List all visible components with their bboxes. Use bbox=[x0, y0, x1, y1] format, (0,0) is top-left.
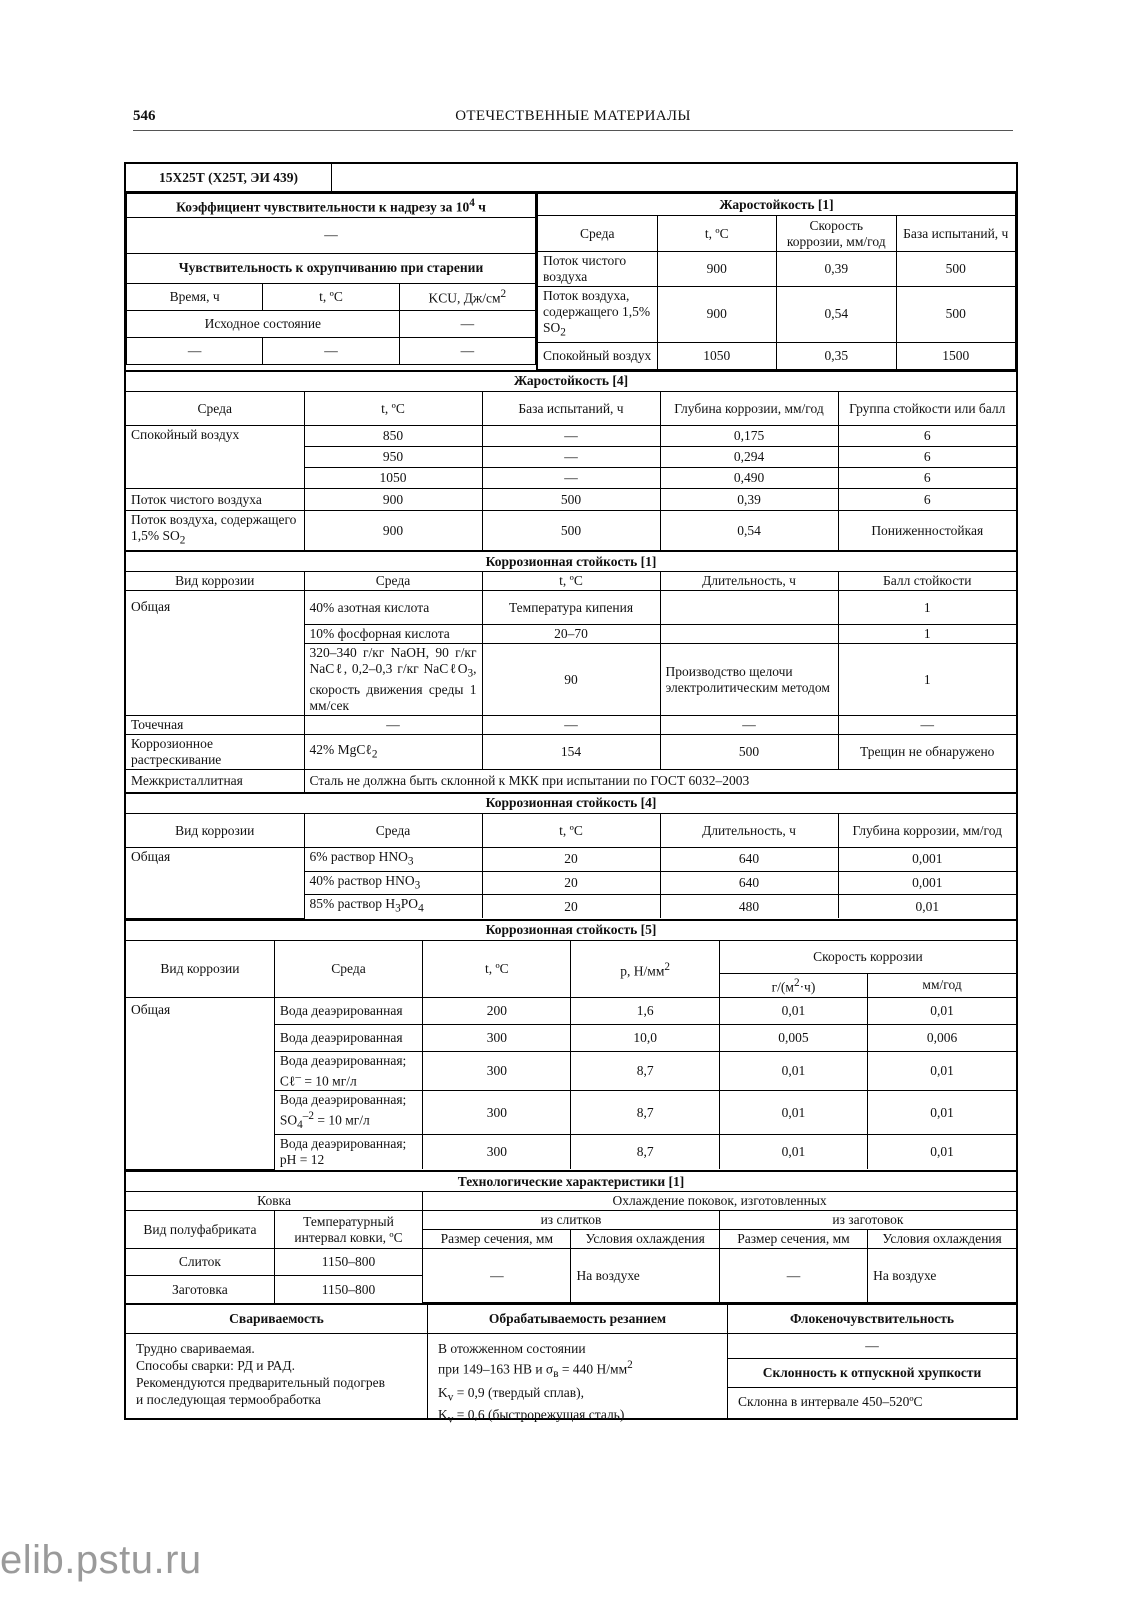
notch-title-suffix: ч bbox=[474, 199, 486, 215]
heat1-base: 500 bbox=[896, 252, 1016, 287]
corr1-scc-medium-text: 42% MgCℓ bbox=[309, 741, 372, 757]
corr1-dur: Производство щелочи электролитическим методом bbox=[660, 644, 838, 716]
weldability-line: Трудно свариваемая. bbox=[136, 1341, 255, 1357]
heat4-base: — bbox=[482, 426, 660, 447]
corr1-col-t: t, ºС bbox=[482, 572, 660, 591]
corr5-t: 300 bbox=[423, 1135, 571, 1170]
corr5-medium-sup: –2 bbox=[302, 1110, 314, 1123]
corr4-dur: 480 bbox=[660, 895, 838, 918]
tech-forging: Ковка bbox=[126, 1192, 423, 1211]
aging-initial-label: Исходное состояние bbox=[127, 310, 400, 337]
aging-cell: — bbox=[399, 337, 535, 364]
corr5-b: 0,006 bbox=[868, 1024, 1016, 1051]
steel-grade-blank bbox=[332, 164, 1017, 191]
corr5-a: 0,005 bbox=[719, 1024, 867, 1051]
weldability-line: Рекомендуются предварительный подогрев bbox=[136, 1375, 385, 1391]
corr5-title: Коррозионная стойкость [5] bbox=[126, 921, 1016, 941]
corr5-a: 0,01 bbox=[719, 997, 867, 1024]
corr5-a: 0,01 bbox=[719, 1091, 867, 1135]
corr4-medium-sub: 3 bbox=[414, 879, 421, 892]
tech-kind: Слиток bbox=[126, 1249, 274, 1276]
tech-title: Технологические характеристики [1] bbox=[126, 1172, 1016, 1192]
corr1-medium bbox=[304, 735, 482, 770]
corr1-type: Коррозионное растрескивание bbox=[126, 735, 304, 770]
tech-range: 1150–800 bbox=[274, 1249, 422, 1276]
corr5-a: 0,01 bbox=[719, 1051, 867, 1091]
corr1-score: 1 bbox=[838, 591, 1016, 625]
tech-size2: — bbox=[719, 1249, 867, 1303]
corr5-b: 0,01 bbox=[868, 997, 1016, 1024]
heat4-col-depth: Глубина коррозии, мм/год bbox=[660, 392, 838, 426]
corr1-medium-sub: 3 bbox=[467, 668, 474, 681]
weldability-line: и последующая термообработка bbox=[136, 1392, 321, 1408]
heat4-title: Жаростойкость [4] bbox=[126, 372, 1016, 392]
heat4-medium bbox=[126, 511, 304, 550]
heat4-medium-sub: 2 bbox=[179, 534, 186, 547]
corr1-dur: 500 bbox=[660, 735, 838, 770]
notch-title bbox=[127, 194, 536, 218]
corr1-type: Точечная bbox=[126, 716, 304, 735]
machinability-line bbox=[438, 1406, 717, 1429]
corr1-dur: — bbox=[660, 716, 838, 735]
corr4-medium bbox=[304, 895, 482, 918]
heat1-title: Жаростойкость [1] bbox=[538, 194, 1016, 216]
tech-range: 1150–800 bbox=[274, 1276, 422, 1303]
corr5-medium bbox=[274, 1051, 422, 1091]
corr5-medium-text: Вода деаэрированная; Cℓ bbox=[279, 1052, 407, 1089]
machinability-l3sub: v bbox=[447, 1391, 454, 1404]
heat4-depth: 0,175 bbox=[660, 426, 838, 447]
heat1-t: 900 bbox=[657, 252, 777, 287]
page-header bbox=[133, 108, 1013, 131]
watermark: elib.pstu.ru bbox=[0, 1538, 202, 1582]
tech-kind: Заготовка bbox=[126, 1276, 274, 1303]
corr1-igc-text: Сталь не должна быть склонной к МКК при испытании по ГОСТ 6032–2003 bbox=[304, 770, 1016, 792]
heat1-medium: Поток чистого воздуха bbox=[538, 252, 658, 287]
heat1-rate: 0,35 bbox=[777, 342, 897, 369]
corr4-medium bbox=[304, 848, 482, 872]
corr5-t: 300 bbox=[423, 1024, 571, 1051]
heat4-medium-text: Поток воздуха, содержащего 1,5% SO bbox=[131, 512, 297, 544]
corr4-col-dur: Длительность, ч bbox=[660, 814, 838, 848]
heat4-col-base: База испытаний, ч bbox=[482, 392, 660, 426]
corr5-col-rate: Скорость коррозии bbox=[719, 941, 1016, 974]
machinability-l4b: = 0,6 (быстрорежущая сталь) bbox=[453, 1407, 625, 1423]
corr4-col-medium: Среда bbox=[304, 814, 482, 848]
corr4-medium bbox=[304, 871, 482, 895]
corr5-medium-sup: – bbox=[295, 1070, 301, 1083]
machinability-l3a: K bbox=[438, 1384, 448, 1400]
tech-col-kind: Вид полуфабриката bbox=[126, 1211, 274, 1249]
weldability-line: Способы сварки: РД и РАД. bbox=[136, 1358, 296, 1374]
corr5-col-p-text: р, Н/мм bbox=[620, 963, 665, 979]
bottom-section bbox=[126, 1303, 1016, 1426]
aging-cell: — bbox=[127, 337, 263, 364]
heat4-depth: 0,294 bbox=[660, 447, 838, 468]
heat1-col-base: База испытаний, ч bbox=[896, 216, 1016, 252]
flake-temper-block bbox=[727, 1305, 1016, 1418]
machinability-line bbox=[438, 1357, 717, 1383]
steel-grade: 15Х25Т (Х25Т, ЭИ 439) bbox=[126, 164, 332, 191]
aging-title: Чувствительность к охрупчиванию при старении bbox=[127, 253, 536, 283]
heat4-group: 6 bbox=[838, 489, 1016, 511]
corr1-medium-tail: , скорость движения среды 1 мм/сек bbox=[309, 661, 477, 714]
steel-grade-section bbox=[126, 164, 1016, 191]
corr1-medium bbox=[304, 644, 482, 716]
corr5-col-rate-a bbox=[719, 974, 867, 998]
corr5-col-rate-a-sup: 2 bbox=[793, 977, 800, 990]
machinability-l2a: при 149–163 НВ и σ bbox=[438, 1361, 554, 1377]
heat4-col-medium: Среда bbox=[126, 392, 304, 426]
machinability-l3b: = 0,9 (твердый сплав), bbox=[453, 1384, 584, 1400]
heat1-rate: 0,39 bbox=[777, 252, 897, 287]
corr5-b: 0,01 bbox=[868, 1091, 1016, 1135]
corr1-section bbox=[126, 550, 1016, 792]
heat4-t: 850 bbox=[304, 426, 482, 447]
corr1-dur bbox=[660, 625, 838, 644]
corr1-general: Общая bbox=[126, 591, 304, 716]
heat4-t: 900 bbox=[304, 489, 482, 511]
machinability-l2b: = 440 Н/мм bbox=[558, 1361, 628, 1377]
aging-initial-value: — bbox=[399, 310, 535, 337]
heat4-group: Пониженностойкая bbox=[838, 511, 1016, 550]
tech-col-range: Температурный интервал ковки, ºС bbox=[274, 1211, 422, 1249]
weldability-title: Свариваемость bbox=[126, 1305, 427, 1334]
corr1-t: 90 bbox=[482, 644, 660, 716]
aging-col-t: t, ºС bbox=[263, 283, 399, 310]
corr4-t: 20 bbox=[482, 895, 660, 918]
heat1-medium-sub: 2 bbox=[560, 326, 566, 339]
corr1-scc-medium-sub: 2 bbox=[371, 748, 378, 761]
machinability-line: В отожженном состоянии bbox=[438, 1341, 586, 1357]
corr5-col-rate-b: мм/год bbox=[868, 974, 1016, 998]
corr4-dur: 640 bbox=[660, 871, 838, 895]
corr4-depth: 0,001 bbox=[838, 848, 1016, 872]
corr1-t: Температура кипения bbox=[482, 591, 660, 625]
heat4-t: 950 bbox=[304, 447, 482, 468]
weldability-block bbox=[126, 1305, 427, 1418]
corr4-t: 20 bbox=[482, 871, 660, 895]
corr1-medium: 10% фосфорная кислота bbox=[304, 625, 482, 644]
heat4-base: 500 bbox=[482, 511, 660, 550]
heat1-medium-text: Поток воздуха, содержащего 1,5% SO bbox=[543, 288, 651, 335]
corr4-medium-text: 6% раствор HNO bbox=[309, 849, 408, 865]
tech-cond2: На воздухе bbox=[868, 1249, 1016, 1303]
corr1-dur bbox=[660, 591, 838, 625]
machinability-l2sub: в bbox=[553, 1368, 559, 1381]
corr5-p: 1,6 bbox=[571, 997, 719, 1024]
tech-col-cond2: Условия охлаждения bbox=[868, 1230, 1016, 1249]
temper-value: Склонна в интервале 450–520ºС bbox=[738, 1394, 923, 1410]
corr5-medium-text: Вода деаэрированная; SO bbox=[279, 1092, 407, 1128]
corr1-t: 20–70 bbox=[482, 625, 660, 644]
corr5-t: 300 bbox=[423, 1091, 571, 1135]
corr4-medium-text: 85% раствор H bbox=[309, 896, 396, 912]
corr4-col-type: Вид коррозии bbox=[126, 814, 304, 848]
heat4-depth: 0,54 bbox=[660, 511, 838, 550]
corr5-p: 8,7 bbox=[571, 1135, 719, 1170]
corr1-col-type: Вид коррозии bbox=[126, 572, 304, 591]
flake-title: Флокеночувствительность bbox=[728, 1305, 1016, 1334]
heat1-base: 1500 bbox=[896, 342, 1016, 369]
corr4-dur: 640 bbox=[660, 848, 838, 872]
tech-section bbox=[126, 1170, 1016, 1304]
corr5-col-type: Вид коррозии bbox=[126, 941, 274, 998]
tech-col-cond1: Условия охлаждения bbox=[571, 1230, 719, 1249]
corr5-medium-tail: = 10 мг/л bbox=[300, 1073, 357, 1089]
machinability-l4sub: v bbox=[447, 1413, 454, 1426]
heat4-still-air: Спокойный воздух bbox=[126, 426, 304, 489]
right-column bbox=[536, 193, 1016, 370]
corr5-col-medium: Среда bbox=[274, 941, 422, 998]
corr4-general: Общая bbox=[126, 848, 304, 919]
corr1-medium: — bbox=[304, 716, 482, 735]
aging-col-kcu-text: KCU, Дж/см bbox=[428, 290, 501, 306]
corr1-title: Коррозионная стойкость [1] bbox=[126, 552, 1016, 572]
corr5-col-t: t, ºС bbox=[423, 941, 571, 998]
heat1-medium bbox=[538, 287, 658, 343]
heat4-group: 6 bbox=[838, 426, 1016, 447]
heat1-col-medium: Среда bbox=[538, 216, 658, 252]
heat4-depth: 0,39 bbox=[660, 489, 838, 511]
tech-size1: — bbox=[423, 1249, 571, 1303]
tech-from-blanks: из заготовок bbox=[719, 1211, 1016, 1230]
heat4-depth: 0,490 bbox=[660, 468, 838, 489]
corr5-col-rate-a-text: г/(м bbox=[771, 979, 794, 995]
corr1-score: 1 bbox=[838, 625, 1016, 644]
corr5-a: 0,01 bbox=[719, 1135, 867, 1170]
steel-datasheet bbox=[124, 162, 1018, 1426]
notch-heat1-section bbox=[126, 191, 1016, 370]
corr4-depth: 0,001 bbox=[838, 871, 1016, 895]
notch-value: — bbox=[127, 217, 536, 253]
corr4-medium-sub2: 4 bbox=[418, 903, 424, 916]
heat4-base: 500 bbox=[482, 489, 660, 511]
tech-col-size1: Размер сечения, мм bbox=[423, 1230, 571, 1249]
corr5-col-p bbox=[571, 941, 719, 998]
corr4-col-depth: Глубина коррозии, мм/год bbox=[838, 814, 1016, 848]
heat4-col-t: t, ºС bbox=[304, 392, 482, 426]
heat1-col-t: t, ºС bbox=[657, 216, 777, 252]
aging-col-time: Время, ч bbox=[127, 283, 263, 310]
corr4-section bbox=[126, 792, 1016, 919]
heat4-medium: Поток чистого воздуха bbox=[126, 489, 304, 511]
tech-col-size2: Размер сечения, мм bbox=[719, 1230, 867, 1249]
corr1-col-dur: Длительность, ч bbox=[660, 572, 838, 591]
heat4-base: — bbox=[482, 447, 660, 468]
corr5-medium-tail: = 10 мг/л bbox=[313, 1112, 370, 1128]
corr4-col-t: t, ºС bbox=[482, 814, 660, 848]
heat1-t: 900 bbox=[657, 287, 777, 343]
machinability-text bbox=[428, 1334, 727, 1435]
corr5-b: 0,01 bbox=[868, 1051, 1016, 1091]
corr1-score: Трещин не обнаружено bbox=[838, 735, 1016, 770]
corr4-medium-text: 40% раствор HNO bbox=[309, 872, 415, 888]
aging-col-kcu bbox=[399, 283, 535, 310]
corr5-medium bbox=[274, 1091, 422, 1135]
corr1-t: — bbox=[482, 716, 660, 735]
corr4-medium-sub: 3 bbox=[395, 903, 401, 916]
heat1-t: 1050 bbox=[657, 342, 777, 369]
corr1-type: Межкристаллитная bbox=[126, 770, 304, 792]
tech-from-ingots: из слитков bbox=[423, 1211, 720, 1230]
corr1-score: — bbox=[838, 716, 1016, 735]
corr1-medium-text: 320–340 г/кг NaOH, 90 г/кг NaCℓ, 0,2–0,3 г/кг NaCℓO bbox=[309, 645, 477, 677]
corr5-t: 300 bbox=[423, 1051, 571, 1091]
heat1-rate: 0,54 bbox=[777, 287, 897, 343]
notch-title-sup: 4 bbox=[469, 197, 475, 209]
heat4-group: 6 bbox=[838, 468, 1016, 489]
corr5-medium: Вода деаэрированная bbox=[274, 997, 422, 1024]
corr4-medium-sub: 3 bbox=[407, 855, 414, 868]
corr5-p: 10,0 bbox=[571, 1024, 719, 1051]
corr4-depth: 0,01 bbox=[838, 895, 1016, 918]
corr1-col-medium: Среда bbox=[304, 572, 482, 591]
machinability-title: Обрабатываемость резанием bbox=[428, 1305, 727, 1334]
temper-title: Склонность к отпускной хрупкости bbox=[728, 1359, 1016, 1388]
corr5-col-rate-a-tail: ·ч) bbox=[799, 979, 816, 995]
tech-cooling: Охлаждение поковок, изготовленных bbox=[423, 1192, 1016, 1211]
corr4-t: 20 bbox=[482, 848, 660, 872]
machinability-l4a: K bbox=[438, 1407, 448, 1423]
machinability-line bbox=[438, 1384, 717, 1407]
corr5-medium-sub: 4 bbox=[297, 1119, 303, 1132]
heat1-col-rate: Скорость коррозии, мм/год bbox=[777, 216, 897, 252]
aging-col-kcu-sup: 2 bbox=[500, 288, 507, 301]
corr1-t: 154 bbox=[482, 735, 660, 770]
corr4-medium-mid: PO bbox=[400, 896, 419, 912]
heat1-medium: Спокойный воздух bbox=[538, 342, 658, 369]
flake-value: — bbox=[728, 1334, 1016, 1359]
corr5-p: 8,7 bbox=[571, 1051, 719, 1091]
heat4-t: 900 bbox=[304, 511, 482, 550]
tech-cond1: На воздухе bbox=[571, 1249, 719, 1303]
corr5-b: 0,01 bbox=[868, 1135, 1016, 1170]
corr5-general: Общая bbox=[126, 997, 274, 1169]
machinability-l2sup: 2 bbox=[627, 1359, 633, 1372]
aging-cell: — bbox=[263, 337, 399, 364]
heat1-base: 500 bbox=[896, 287, 1016, 343]
corr5-col-p-sup: 2 bbox=[664, 960, 670, 973]
heat4-section bbox=[126, 370, 1016, 550]
notch-title-text: Коэффициент чувствительности к надрезу за 10 bbox=[176, 199, 470, 215]
corr4-title: Коррозионная стойкость [4] bbox=[126, 794, 1016, 814]
corr5-t: 200 bbox=[423, 997, 571, 1024]
corr5-medium: Вода деаэрированная bbox=[274, 1024, 422, 1051]
corr5-section bbox=[126, 919, 1016, 1170]
corr1-medium: 40% азотная кислота bbox=[304, 591, 482, 625]
left-column bbox=[126, 193, 536, 370]
heat4-group: 6 bbox=[838, 447, 1016, 468]
corr5-medium: Вода деаэрированная; pH = 12 bbox=[274, 1135, 422, 1170]
corr1-score: 1 bbox=[838, 644, 1016, 716]
running-title: ОТЕЧЕСТВЕННЫЕ МАТЕРИАЛЫ bbox=[455, 108, 691, 124]
corr5-p: 8,7 bbox=[571, 1091, 719, 1135]
machinability-block bbox=[427, 1305, 727, 1426]
heat4-t: 1050 bbox=[304, 468, 482, 489]
corr1-col-score: Балл стойкости bbox=[838, 572, 1016, 591]
heat4-base: — bbox=[482, 468, 660, 489]
heat4-col-group: Группа стойкости или балл bbox=[838, 392, 1016, 426]
page-number: 546 bbox=[133, 108, 156, 124]
weldability-text bbox=[126, 1334, 427, 1414]
